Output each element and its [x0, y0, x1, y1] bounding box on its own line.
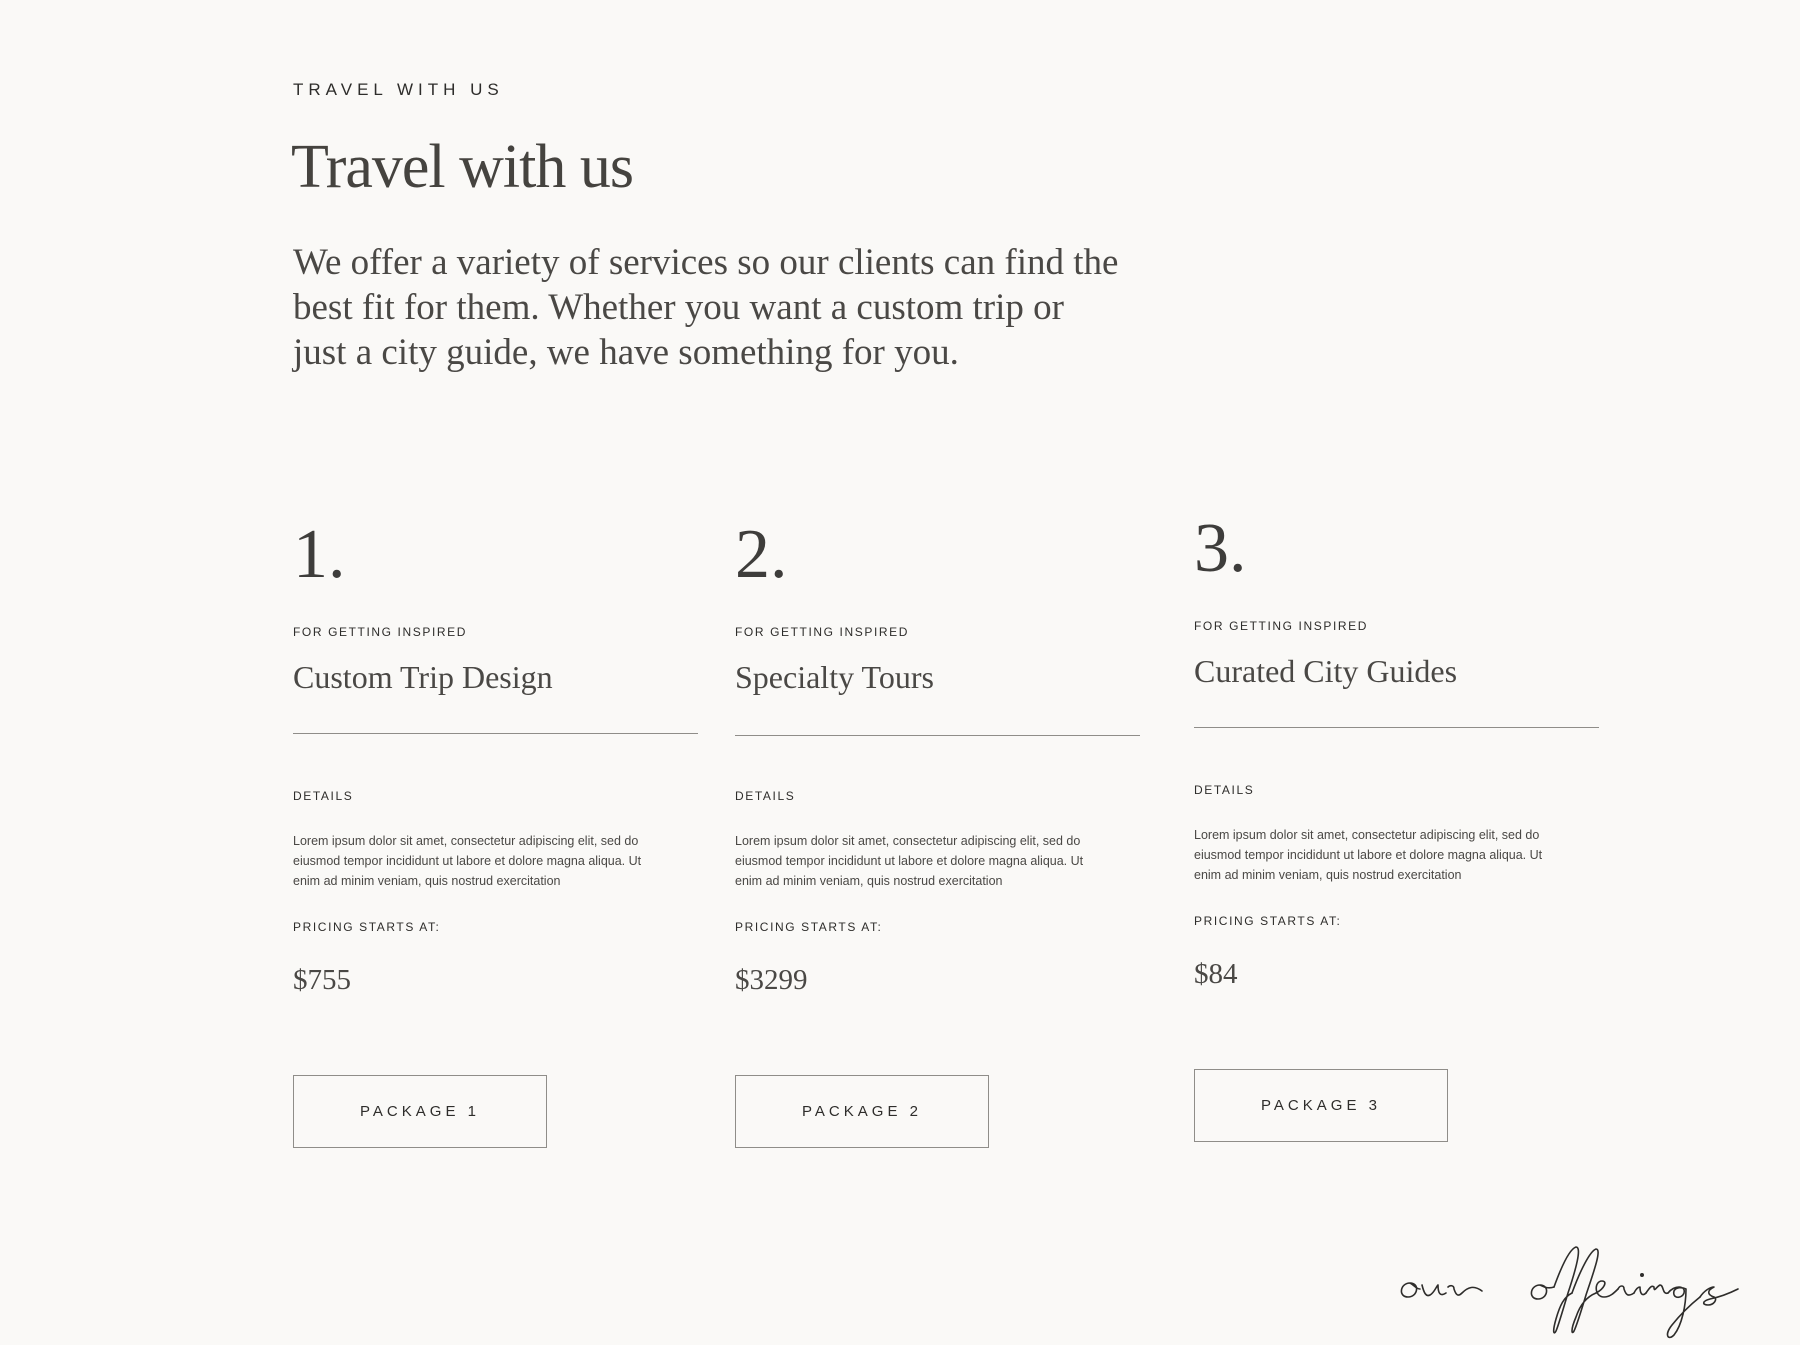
package-eyebrow: FOR GETTING INSPIRED — [735, 625, 910, 639]
details-label: DETAILS — [735, 789, 796, 803]
package-title: Custom Trip Design — [293, 659, 553, 695]
divider — [1194, 727, 1599, 728]
pricing-label: PRICING STARTS AT: — [1194, 914, 1342, 928]
package-price: $3299 — [735, 964, 808, 996]
package-title: Specialty Tours — [735, 659, 934, 695]
divider — [293, 733, 698, 734]
package-card-1 — [293, 516, 703, 1160]
package-number: 2. — [735, 516, 788, 593]
package-eyebrow: FOR GETTING INSPIRED — [1194, 619, 1369, 633]
package-2-button[interactable]: PACKAGE 2 — [735, 1075, 989, 1148]
section-eyebrow: TRAVEL WITH US — [293, 80, 504, 99]
script-signature — [1390, 1235, 1800, 1345]
package-number: 1. — [293, 516, 346, 593]
package-number: 3. — [1194, 510, 1247, 587]
pricing-label: PRICING STARTS AT: — [293, 920, 441, 934]
divider — [735, 735, 1140, 736]
package-card-3 — [1194, 510, 1604, 1154]
package-1-button[interactable]: PACKAGE 1 — [293, 1075, 547, 1148]
details-label: DETAILS — [293, 789, 354, 803]
details-text: Lorem ipsum dolor sit amet, consectetur adipiscing elit, sed do eiusmod tempor incididunt ut labore et dolore magna aliqua. Ut enim ad minim veniam, quis nostrud exercitation — [735, 834, 1084, 888]
package-price: $84 — [1194, 958, 1238, 990]
package-eyebrow: FOR GETTING INSPIRED — [293, 625, 468, 639]
package-price: $755 — [293, 964, 351, 996]
pricing-label: PRICING STARTS AT: — [735, 920, 883, 934]
details-text: Lorem ipsum dolor sit amet, consectetur adipiscing elit, sed do eiusmod tempor incididunt ut labore et dolore magna aliqua. Ut enim ad minim veniam, quis nostrud exercitation — [1194, 828, 1543, 882]
package-title: Curated City Guides — [1194, 653, 1458, 689]
package-3-button[interactable]: PACKAGE 3 — [1194, 1069, 1448, 1142]
intro-paragraph: We offer a variety of services so our clients can find the best fit for them. Whether you want a custom trip or just a city guide, we have something for you. — [293, 242, 1119, 373]
package-card-2 — [735, 516, 1145, 1160]
details-label: DETAILS — [1194, 783, 1255, 797]
details-text: Lorem ipsum dolor sit amet, consectetur adipiscing elit, sed do eiusmod tempor incididunt ut labore et dolore magna aliqua. Ut enim ad minim veniam, quis nostrud exercitation — [293, 834, 642, 888]
page-title: Travel with us — [291, 133, 633, 201]
